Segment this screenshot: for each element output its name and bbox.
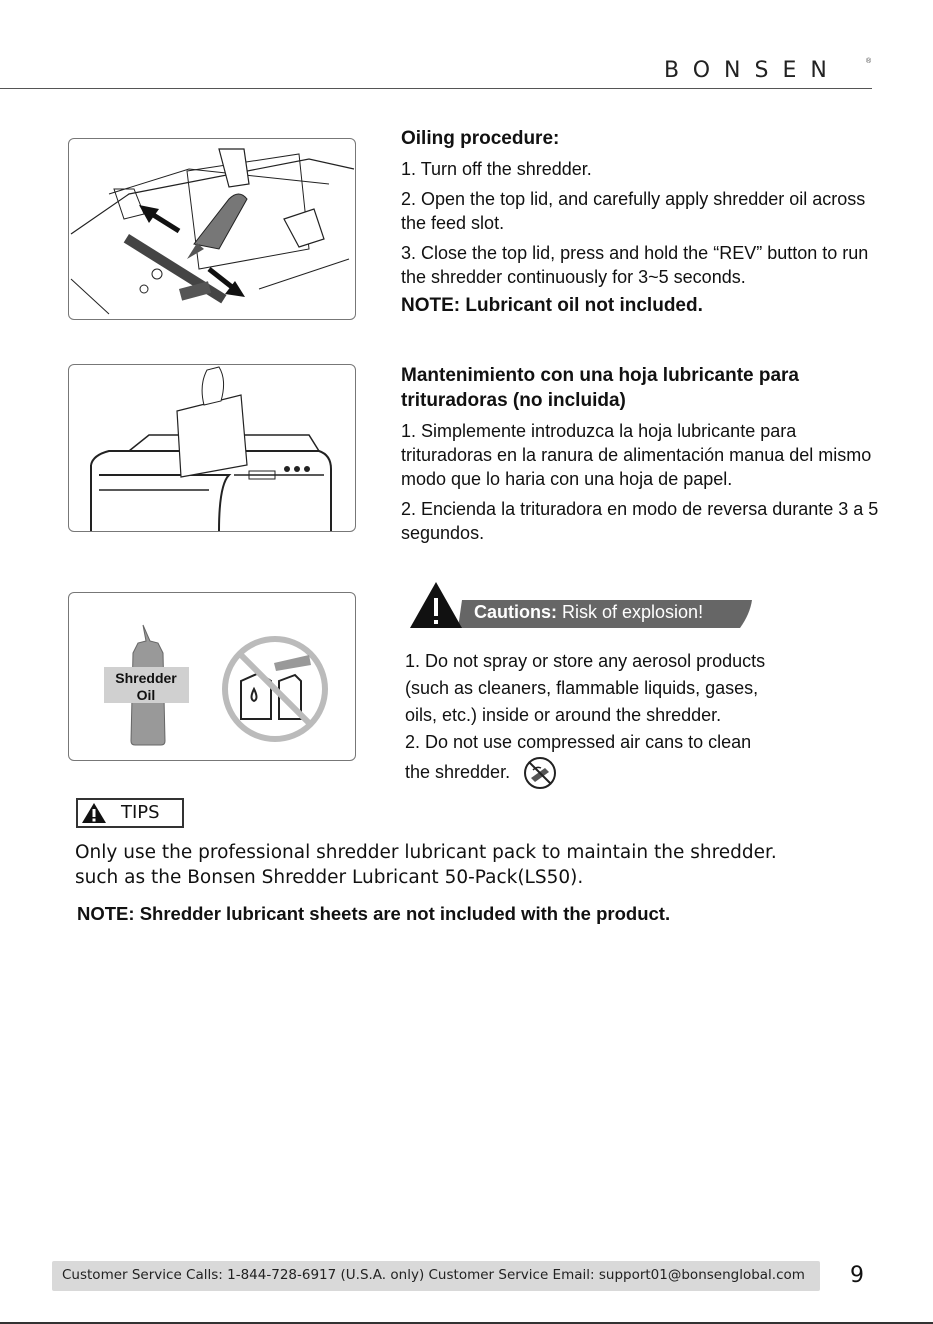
oiling-illustration: [68, 138, 356, 320]
final-note: NOTE: Shredder lubricant sheets are not included with the product.: [77, 903, 671, 924]
oil-warning-illustration: [68, 592, 356, 761]
oiling-section: [401, 126, 891, 318]
caution-line-5-text: the shredder.: [405, 761, 511, 782]
oiling-step-2: 2. Open the top lid, and carefully apply shredder oil across the feed slot.: [401, 189, 866, 233]
cautions-label: Cautions:: [474, 602, 557, 622]
cautions-heading: [474, 602, 703, 623]
caution-line-4: 2. Do not use compressed air cans to clean: [405, 732, 752, 752]
caution-line-5: [405, 756, 835, 790]
oiling-title: Oiling procedure:: [401, 128, 560, 149]
page-number: 9: [850, 1263, 864, 1288]
oiling-note: NOTE: Lubricant oil not included.: [401, 295, 703, 316]
registered-mark: ®: [866, 58, 872, 65]
tips-line-1: Only use the professional shredder lubricant pack to maintain the shredder.: [75, 842, 777, 863]
tips-warning-icon: [81, 802, 107, 824]
bottle-label-line-2: Oil: [136, 687, 156, 703]
shredder-oil-application-icon: [69, 139, 355, 319]
lubricant-sheet-title: Mantenimiento con una hoja lubricante para trituradoras (no incluida): [401, 365, 799, 411]
lubricant-sheet-section: [401, 363, 891, 545]
tips-text: [75, 840, 875, 890]
caution-line-3: oils, etc.) inside or around the shredder.: [405, 705, 722, 725]
cautions-text: Risk of explosion!: [557, 602, 704, 622]
brand-logo: BONSEN: [664, 58, 841, 83]
bottle-label-line-1: Shredder: [115, 670, 177, 686]
lubricant-sheet-step-2: 2. Encienda la trituradora en modo de reversa durante 3 a 5 segundos.: [401, 499, 879, 543]
lubricant-sheet-step-1: 1. Simplemente introduzca la hoja lubricante para trituradoras en la ranura de alimentación manua del mismo modo que lo haria con una hoja de papel.: [401, 421, 872, 489]
shredder-sheet-icon: [69, 365, 355, 531]
caution-line-2: (such as cleaners, flammable liquids, gases,: [405, 678, 759, 698]
oiling-step-3: 3. Close the top lid, press and hold the “REV” button to run the shredder continuously for 3~5 seconds.: [401, 243, 869, 287]
no-aerosol-icon: [219, 633, 331, 745]
lubricant-sheet-illustration: [68, 364, 356, 532]
tips-line-2: such as the Bonsen Shredder Lubricant 50-Pack(LS50).: [75, 867, 584, 888]
oiling-step-1: 1. Turn off the shredder.: [401, 159, 592, 179]
no-compressed-air-icon: [523, 756, 557, 790]
header-rule: [0, 88, 872, 89]
footer-contact: Customer Service Calls: 1-844-728-6917 (U.S.A. only) Customer Service Email: support01@bonsenglobal.com: [62, 1267, 805, 1283]
cautions-list: [405, 648, 835, 790]
tips-label: TIPS: [121, 802, 160, 823]
caution-line-1: 1. Do not spray or store any aerosol products: [405, 651, 766, 671]
